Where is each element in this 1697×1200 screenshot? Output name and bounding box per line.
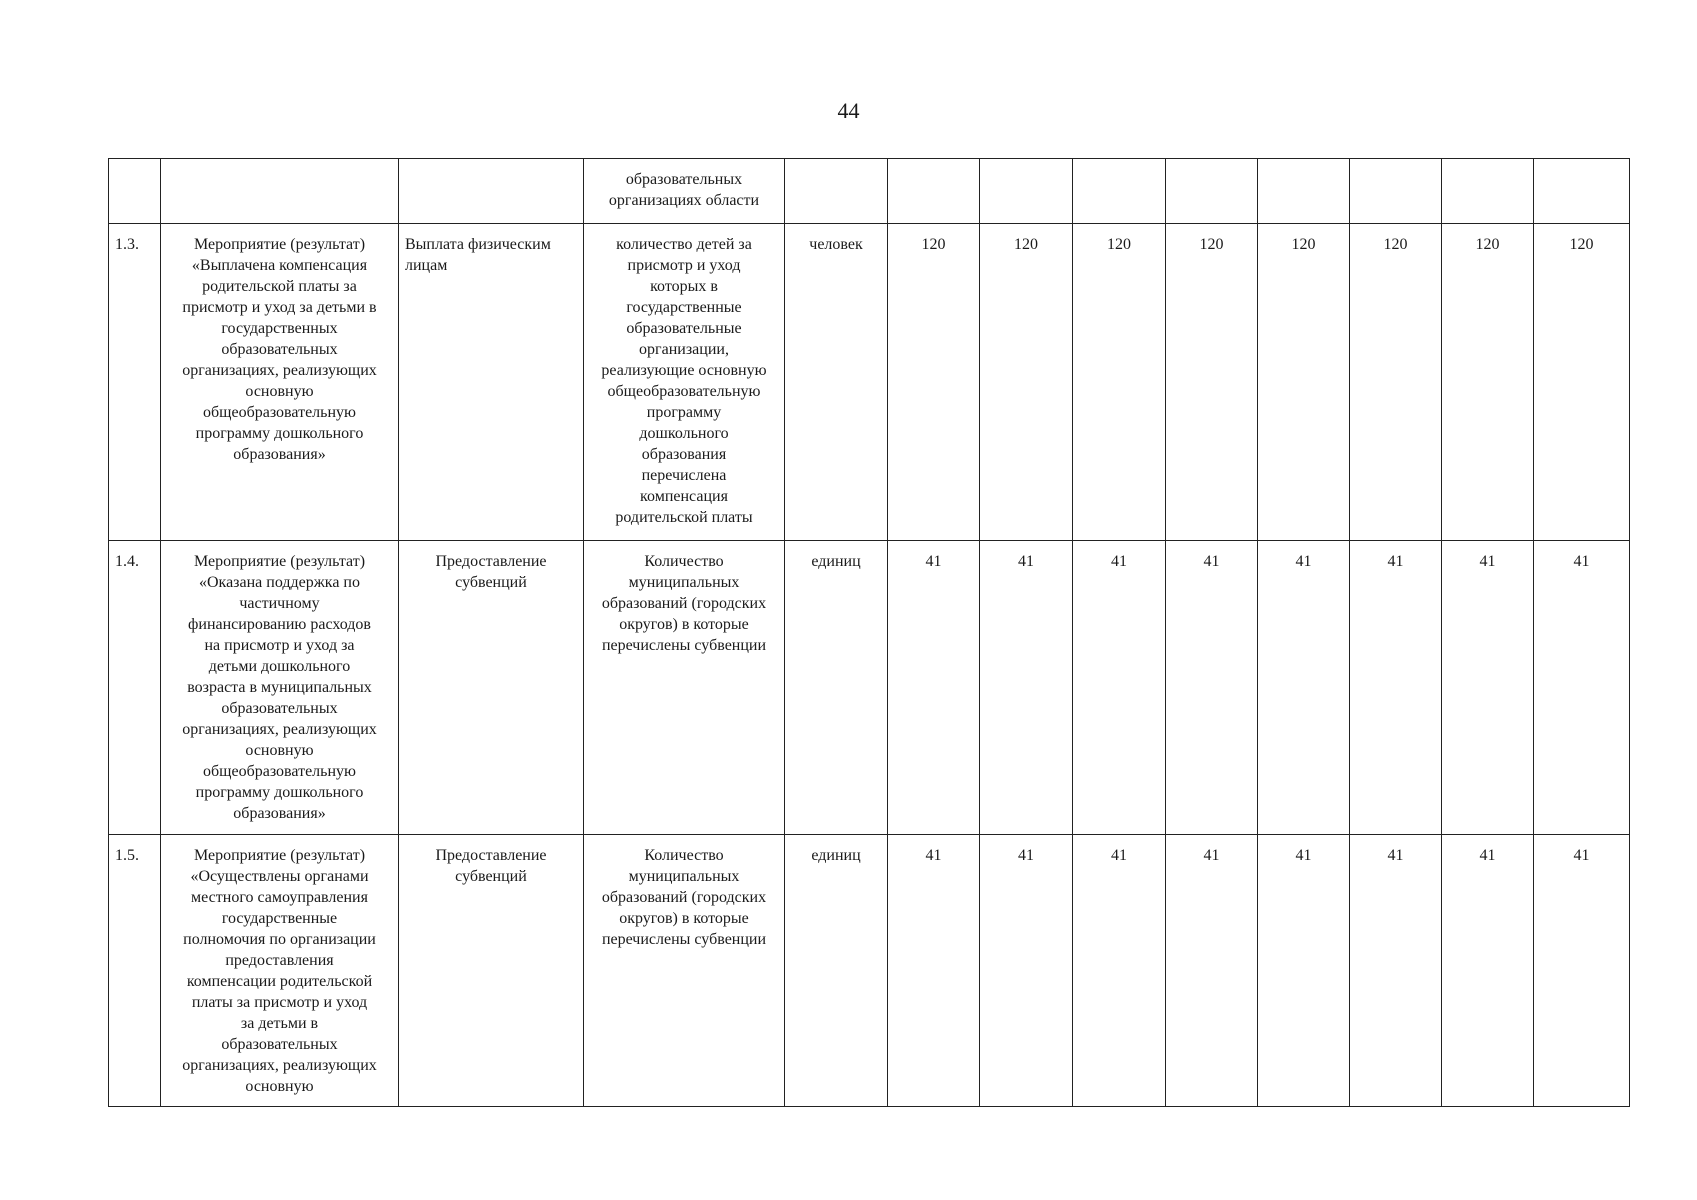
cell-unit: единиц	[785, 835, 888, 1107]
cell-number: 1.5.	[109, 835, 161, 1107]
page-number: 44	[837, 98, 860, 123]
cell-value: 120	[1350, 224, 1442, 541]
cell-event: Мероприятие (результат) «Выплачена компенсация родительской платы за присмотр и уход за детьми в государственных образовательных организациях, реализующих основную общеобразовательную программу дошкольного образования»	[161, 224, 399, 541]
cell-value	[1442, 159, 1534, 224]
cell-unit	[785, 159, 888, 224]
cell-unit: человек	[785, 224, 888, 541]
cell-value: 120	[1258, 224, 1350, 541]
measures-table	[108, 158, 1630, 1107]
table-row	[109, 835, 1630, 1107]
cell-number	[109, 159, 161, 224]
cell-value: 41	[1534, 541, 1630, 835]
cell-value: 41	[1166, 835, 1258, 1107]
cell-indicator: Количество муниципальных образований (городских округов) в которые перечислены субвенции	[584, 541, 785, 835]
cell-value: 41	[1166, 541, 1258, 835]
cell-number: 1.4.	[109, 541, 161, 835]
table-row	[109, 224, 1630, 541]
cell-value	[888, 159, 980, 224]
cell-value	[1073, 159, 1166, 224]
cell-value: 120	[980, 224, 1073, 541]
cell-value: 41	[1350, 541, 1442, 835]
cell-number: 1.3.	[109, 224, 161, 541]
cell-type: Предоставление субвенций	[399, 541, 584, 835]
cell-value	[1350, 159, 1442, 224]
cell-event: Мероприятие (результат) «Оказана поддержка по частичному финансированию расходов на присмотр и уход за детьми дошкольного возраста в муниципальных образовательных организациях, реализующих основную общеобразовательную программу дошкольного образования»	[161, 541, 399, 835]
cell-value: 41	[888, 835, 980, 1107]
cell-indicator: количество детей за присмотр и уход которых в государственные образовательные организации, реализующие основную общеобразовательную программу дошкольного образования перечислена компенсация родительской платы	[584, 224, 785, 541]
cell-value: 120	[888, 224, 980, 541]
cell-value: 41	[1350, 835, 1442, 1107]
cell-type	[399, 159, 584, 224]
cell-type: Предоставление субвенций	[399, 835, 584, 1107]
cell-value: 41	[1073, 835, 1166, 1107]
cell-event	[161, 159, 399, 224]
cell-value: 41	[1534, 835, 1630, 1107]
cell-value: 120	[1442, 224, 1534, 541]
cell-value	[980, 159, 1073, 224]
cell-value: 41	[1258, 835, 1350, 1107]
cell-value: 41	[980, 835, 1073, 1107]
cell-value: 120	[1166, 224, 1258, 541]
cell-value	[1258, 159, 1350, 224]
cell-value: 41	[1258, 541, 1350, 835]
cell-indicator: Количество муниципальных образований (городских округов) в которые перечислены субвенции	[584, 835, 785, 1107]
cell-value: 41	[1442, 541, 1534, 835]
cell-indicator: образовательных организациях области	[584, 159, 785, 224]
cell-value: 41	[1073, 541, 1166, 835]
cell-value: 120	[1534, 224, 1630, 541]
cell-value: 120	[1073, 224, 1166, 541]
cell-value: 41	[1442, 835, 1534, 1107]
cell-type: Выплата физическим лицам	[399, 224, 584, 541]
cell-value: 41	[980, 541, 1073, 835]
table-row	[109, 541, 1630, 835]
cell-unit: единиц	[785, 541, 888, 835]
table-row	[109, 159, 1630, 224]
cell-value	[1166, 159, 1258, 224]
cell-value	[1534, 159, 1630, 224]
cell-event: Мероприятие (результат) «Осуществлены органами местного самоуправления государственные полномочия по организации предоставления компенсации родительской платы за присмотр и уход за детьми в образовательных организациях, реализующих основную	[161, 835, 399, 1107]
cell-value: 41	[888, 541, 980, 835]
